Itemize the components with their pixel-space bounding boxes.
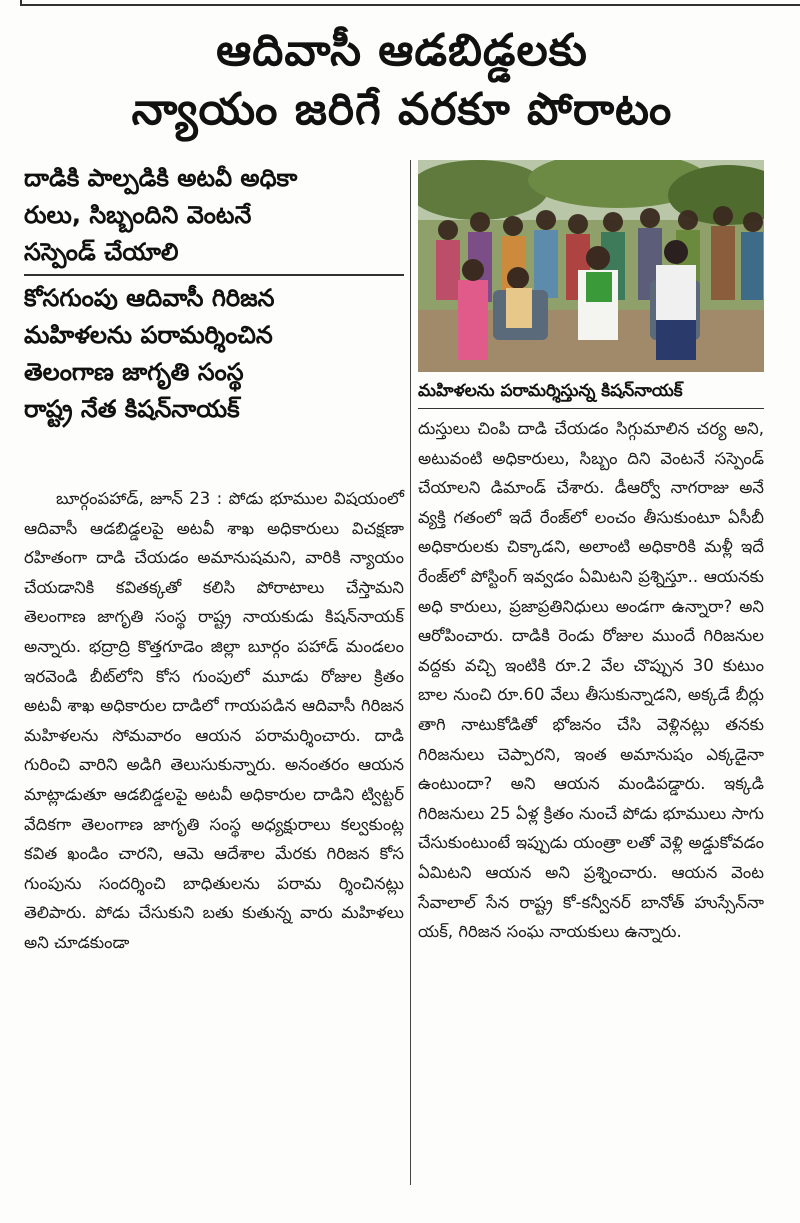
top-border	[20, 0, 800, 6]
caption-divider	[418, 408, 764, 409]
article-right-column: దుస్తులు చింపి దాడి చేయడం సిగ్గుమాలిన చర్య అని, అటువంటి అధికారులు, సిబ్బం దిని వెంటనే సస్పెండ్ చేయాలని డిమాండ్ చేశారు. డీఆర్వో నాగరాజు అనే వ్యక్తి గతంలో ఇదే రేంజ్‌లో లంచం తీసుకుంటూ ఏసీబీ అధికారులకు చిక్కాడని, అలాంటి అధికారికి మళ్లీ ఇదే రేంజ్‌లో పోస్టింగ్ ఇవ్వడం ఏమిటని ప్రశ్నిస్తూ.. ఆయనకు అధి కారులు, ప్రజాప్రతినిధులు అండగా ఉన్నారా? అని ఆరోపించారు. దాడికి రెండు రోజుల ముందే గిరిజనుల వద్దకు వచ్చి ఇంటికి రూ.2 వేల చొప్పున 30 కుటుం బాల నుంచి రూ.60 వేలు తీసుకున్నాడని, అక్కడే బీర్లు తాగి నాటుకోడితో భోజనం చేసి వెళ్లినట్లు తనకు గిరిజనులు చెప్పారని, ఇంత అమానుషం ఎక్కడైనా ఉంటుందా? అని ఆయన మండిపడ్డారు. ఇక్కడి గిరిజనులు 25 ఏళ్ల క్రితం నుంచే పోడు భూములు సాగు చేసుకుంటుంటే ఇప్పుడు యంత్రా లతో వెళ్లి అడ్డుకోవడం ఏమిటని ఆయన అని ప్రశ్నించారు. ఆయన వెంట సేవాలాల్ సేన రాష్ట్ర కో-కన్వీనర్ బానోత్ హుస్సేన్‌నా యక్, గిరిజన సంఘ నాయకులు ఉన్నారు.	[418, 419, 764, 942]
headline-line-1: ఆదివాసీ ఆడబిడ్డలకు	[216, 25, 588, 76]
subhead-3: సస్పెండ్ చేయాలి	[24, 238, 179, 266]
news-photo	[418, 160, 764, 372]
subheads-block	[24, 160, 404, 428]
column-divider	[410, 160, 411, 1185]
article-left-text: బూర్గంపహాడ్, జూన్ 23 : పోడు భూముల విషయంలో ఆదివాసీ ఆడబిడ్డలపై అటవీ శాఖ అధికారులు విచక్షణా రహితంగా దాడి చేయడం అమానుషమని, వారికి న్యాయం చేయడానికి కవితక్కతో కలిసి పోరాటాలు చేస్తామని తెలంగాణ జాగృతి సంస్థ రాష్ట్ర నాయకుడు కిషన్‌నాయక్ అన్నారు. భద్రాద్రి కొత్తగూడెం జిల్లా బూర్గం పహాడ్ మండలం ఇరవెండి బీట్‌లోని కోస గుంపులో మూడు రోజుల క్రితం అటవీ శాఖ అధికారుల దాడిలో గాయపడిన ఆదివాసీ గిరిజన మహిళలను సోమవారం ఆయన పరామర్శించారు. దాడి గురించి వారిని అడిగి తెలుసుకున్నారు. అనంతరం ఆయన మాట్లాడుతూ ఆడబిడ్డలపై అటవీ అధికారుల దాడిని ట్విట్టర్ వేదికగా తెలంగాణ జాగృతి సంస్థ అధ్యక్షురాలు కల్వకుంట్ల కవిత ఖండిం చారని, ఆమె ఆదేశాల మేరకు గిరిజన కోస గుంపును సందర్శించి బాధితులను పరామ ర్శించినట్లు తెలిపారు. పోడు చేసుకుని బతు కుతున్న వారు మహిళలు అని చూడకుండా	[24, 489, 404, 952]
subhead-4: కోసగుంపు ఆదివాసీ గిరిజన	[24, 284, 275, 312]
subhead-1: దాడికి పాల్పడికి అటవీ అధికా	[24, 164, 298, 192]
photo-caption: మహిళలను పరామర్శిస్తున్న కిషన్‌నాయక్	[418, 381, 683, 401]
subhead-divider	[24, 274, 404, 276]
subhead-5: మహిళలను పరామర్శించిన	[24, 321, 273, 349]
headline-line-2: న్యాయం జరిగే వరకూ పోరాటం	[131, 84, 673, 135]
photo-illustration	[418, 160, 764, 372]
article-left-column	[24, 484, 404, 958]
subhead-6: తెలంగాణ జాగృతి సంస్థ	[24, 358, 244, 386]
subhead-7: రాష్ట్ర నేత కిషన్‌నాయక్	[24, 395, 240, 423]
headline	[24, 22, 780, 140]
subhead-2: రులు, సిబ్బందిని వెంటనే	[24, 201, 252, 229]
